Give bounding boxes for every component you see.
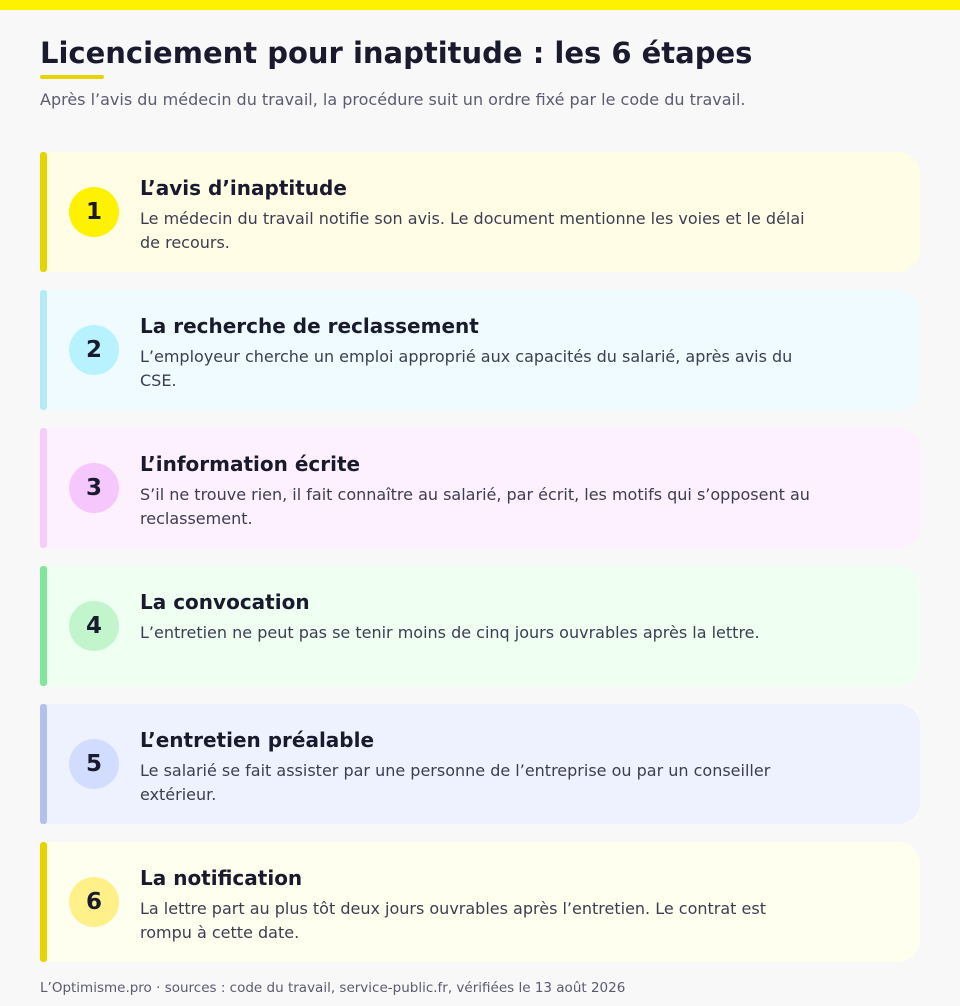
- title-underline: [40, 75, 104, 79]
- top-accent-bar: [0, 0, 960, 10]
- step-card-4: [40, 566, 920, 686]
- step-card-1: [40, 152, 920, 272]
- step-title: La notification: [140, 866, 303, 890]
- step-accent-bar: [40, 152, 47, 272]
- step-description: Le salarié se fait assister par une personne de l’entreprise ou par un conseiller extérieur.: [140, 761, 771, 804]
- step-number-badge: 5: [69, 739, 119, 789]
- step-description: La lettre part au plus tôt deux jours ouvrables après l’entretien. Le contrat est rompu à cette date.: [140, 899, 766, 942]
- step-card-2: [40, 290, 920, 410]
- step-title: La recherche de reclassement: [140, 314, 479, 338]
- step-description: Le médecin du travail notifie son avis. Le document mentionne les voies et le délai de recours.: [140, 209, 805, 252]
- step-description: L’entretien ne peut pas se tenir moins de cinq jours ouvrables après la lettre.: [140, 623, 760, 642]
- page-title: Licenciement pour inaptitude : les 6 étapes: [40, 36, 753, 70]
- step-number-badge: 1: [69, 187, 119, 237]
- step-title: La convocation: [140, 590, 310, 614]
- step-number-badge: 4: [69, 601, 119, 651]
- step-title: L’avis d’inaptitude: [140, 176, 347, 200]
- step-number-badge: 2: [69, 325, 119, 375]
- footer-sources: L’Optimisme.pro · sources : code du travail, service-public.fr, vérifiées le 13 août 2026: [40, 980, 626, 996]
- step-accent-bar: [40, 566, 47, 686]
- step-number-badge: 3: [69, 463, 119, 513]
- step-title: L’information écrite: [140, 452, 361, 476]
- step-description: L’employeur cherche un emploi approprié aux capacités du salarié, après avis du CSE.: [140, 347, 793, 390]
- step-accent-bar: [40, 842, 47, 962]
- step-accent-bar: [40, 290, 47, 410]
- step-accent-bar: [40, 428, 47, 548]
- step-card-6: [40, 842, 920, 962]
- step-card-3: [40, 428, 920, 548]
- page-subtitle: Après l’avis du médecin du travail, la procédure suit un ordre fixé par le code du travail.: [40, 90, 746, 109]
- step-title: L’entretien préalable: [140, 728, 375, 752]
- step-accent-bar: [40, 704, 47, 824]
- step-number-badge: 6: [69, 877, 119, 927]
- step-description: S’il ne trouve rien, il fait connaître au salarié, par écrit, les motifs qui s’opposent au reclassement.: [140, 485, 810, 528]
- step-card-5: [40, 704, 920, 824]
